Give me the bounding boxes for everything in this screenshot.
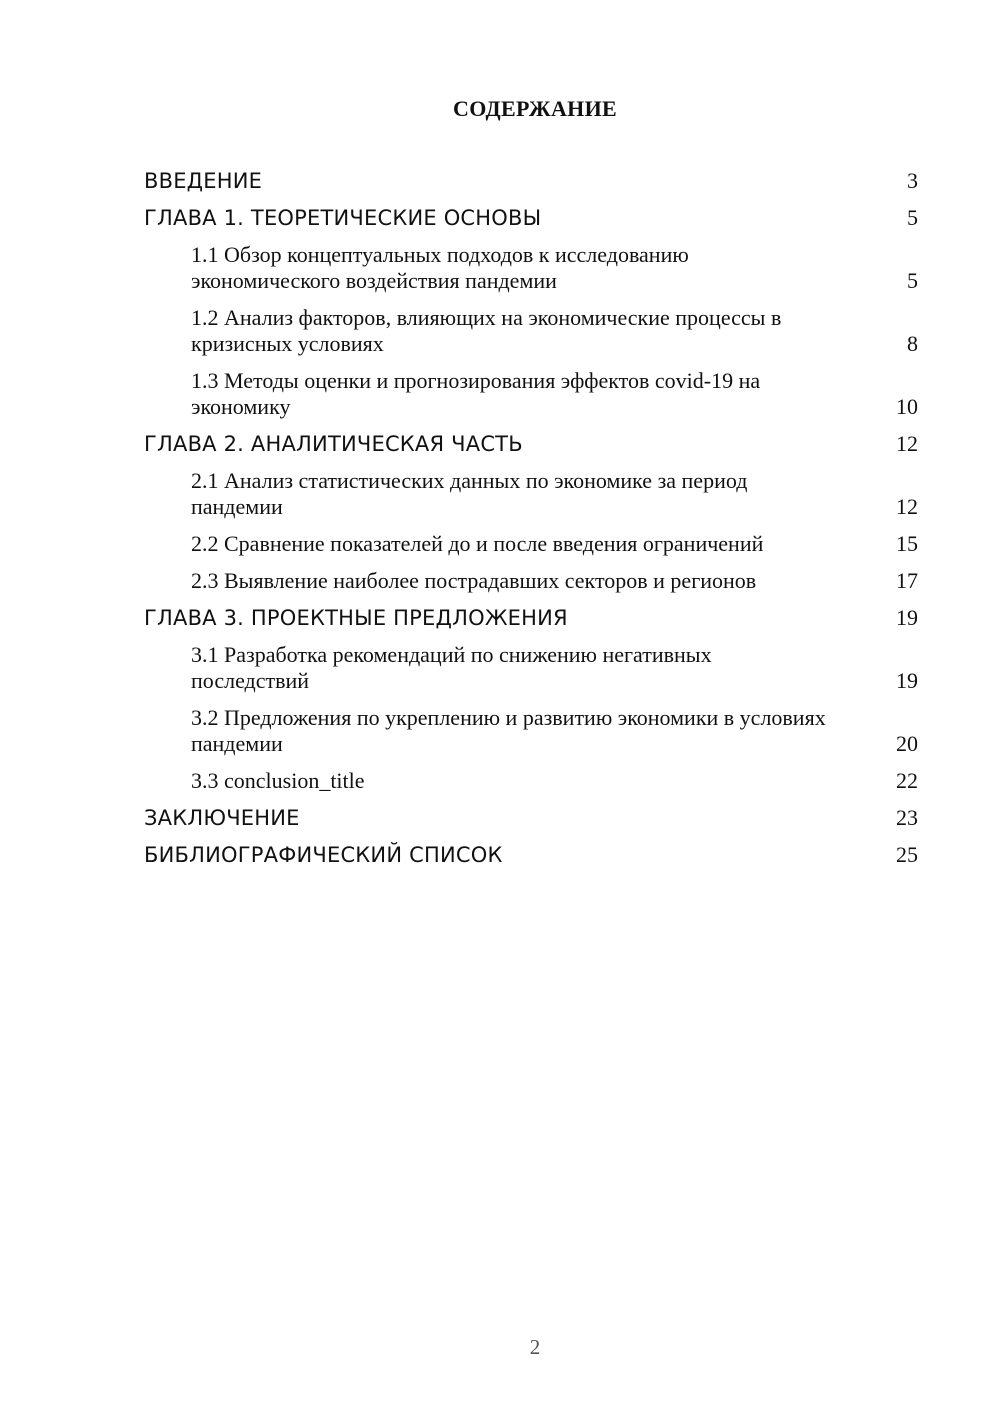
toc-entry-section-3-1[interactable] (144, 642, 918, 694)
toc-entry-text: 1.1 Обзор концептуальных подходов к исследованию экономического воздействия пандемии (191, 242, 689, 293)
toc-entry-text: БИБЛИОГРАФИЧЕСКИЙ СПИСОК (144, 843, 503, 867)
toc-entry-introduction[interactable] (144, 168, 918, 194)
toc-entry-section-3-3[interactable] (144, 768, 918, 794)
toc-entry-page: 8 (907, 331, 918, 356)
page-number: 2 (529, 1335, 541, 1359)
toc-entry-text: 1.3 Методы оценки и прогнозирования эффектов covid-19 на экономику (191, 368, 761, 419)
toc-entry-text: ВВЕДЕНИЕ (144, 169, 263, 193)
toc-entry-page: 5 (907, 205, 918, 230)
toc-entry-section-2-1[interactable] (144, 468, 918, 520)
toc-entry-page: 19 (896, 605, 918, 630)
toc-entry-bibliography[interactable] (144, 842, 918, 868)
toc-entry-text: 2.3 Выявление наиболее пострадавших секторов и регионов (191, 568, 757, 593)
toc-entry-page: 19 (896, 668, 918, 693)
page-title: СОДЕРЖАНИЕ (453, 96, 617, 121)
toc-entry-page: 20 (896, 731, 918, 756)
toc-entry-page: 5 (907, 268, 918, 293)
toc-entry-section-1-3[interactable] (144, 368, 918, 420)
toc-entry-text: 3.2 Предложения по укреплению и развитию экономики в условиях пандемии (191, 705, 826, 756)
toc-entry-section-3-2[interactable] (144, 705, 918, 757)
toc-entry-text: 3.1 Разработка рекомендаций по снижению негативных последствий (191, 642, 712, 693)
toc-entry-text: ГЛАВА 3. ПРОЕКТНЫЕ ПРЕДЛОЖЕНИЯ (144, 606, 568, 630)
toc-entry-conclusion[interactable] (144, 805, 918, 831)
toc-entry-page: 3 (907, 168, 918, 193)
toc-entry-text: 1.2 Анализ факторов, влияющих на экономические процессы в кризисных условиях (191, 305, 782, 356)
toc-entry-page: 10 (896, 394, 918, 419)
toc-entry-page: 17 (896, 568, 918, 593)
toc-entry-section-2-2[interactable] (144, 531, 918, 557)
toc-entry-chapter-2[interactable] (144, 431, 918, 457)
toc-entry-section-1-1[interactable] (144, 242, 918, 294)
toc-entry-text: ЗАКЛЮЧЕНИЕ (144, 806, 300, 830)
toc-entry-text: 2.1 Анализ статистических данных по экономике за период пандемии (191, 468, 748, 519)
toc-entry-text: ГЛАВА 1. ТЕОРЕТИЧЕСКИЕ ОСНОВЫ (144, 206, 542, 230)
table-of-contents (144, 168, 918, 868)
toc-entry-section-2-3[interactable] (144, 568, 918, 594)
toc-entry-page: 22 (896, 768, 918, 793)
toc-entry-text: 3.3 conclusion_title (191, 768, 365, 793)
toc-entry-page: 23 (896, 805, 918, 830)
toc-entry-text: 2.2 Сравнение показателей до и после введения ограничений (191, 531, 764, 556)
toc-entry-page: 25 (896, 842, 918, 867)
toc-entry-chapter-1[interactable] (144, 205, 918, 231)
toc-entry-section-1-2[interactable] (144, 305, 918, 357)
toc-entry-page: 12 (896, 431, 918, 456)
toc-entry-page: 15 (896, 531, 918, 556)
toc-entry-page: 12 (896, 494, 918, 519)
toc-entry-chapter-3[interactable] (144, 605, 918, 631)
toc-entry-text: ГЛАВА 2. АНАЛИТИЧЕСКАЯ ЧАСТЬ (144, 432, 523, 456)
